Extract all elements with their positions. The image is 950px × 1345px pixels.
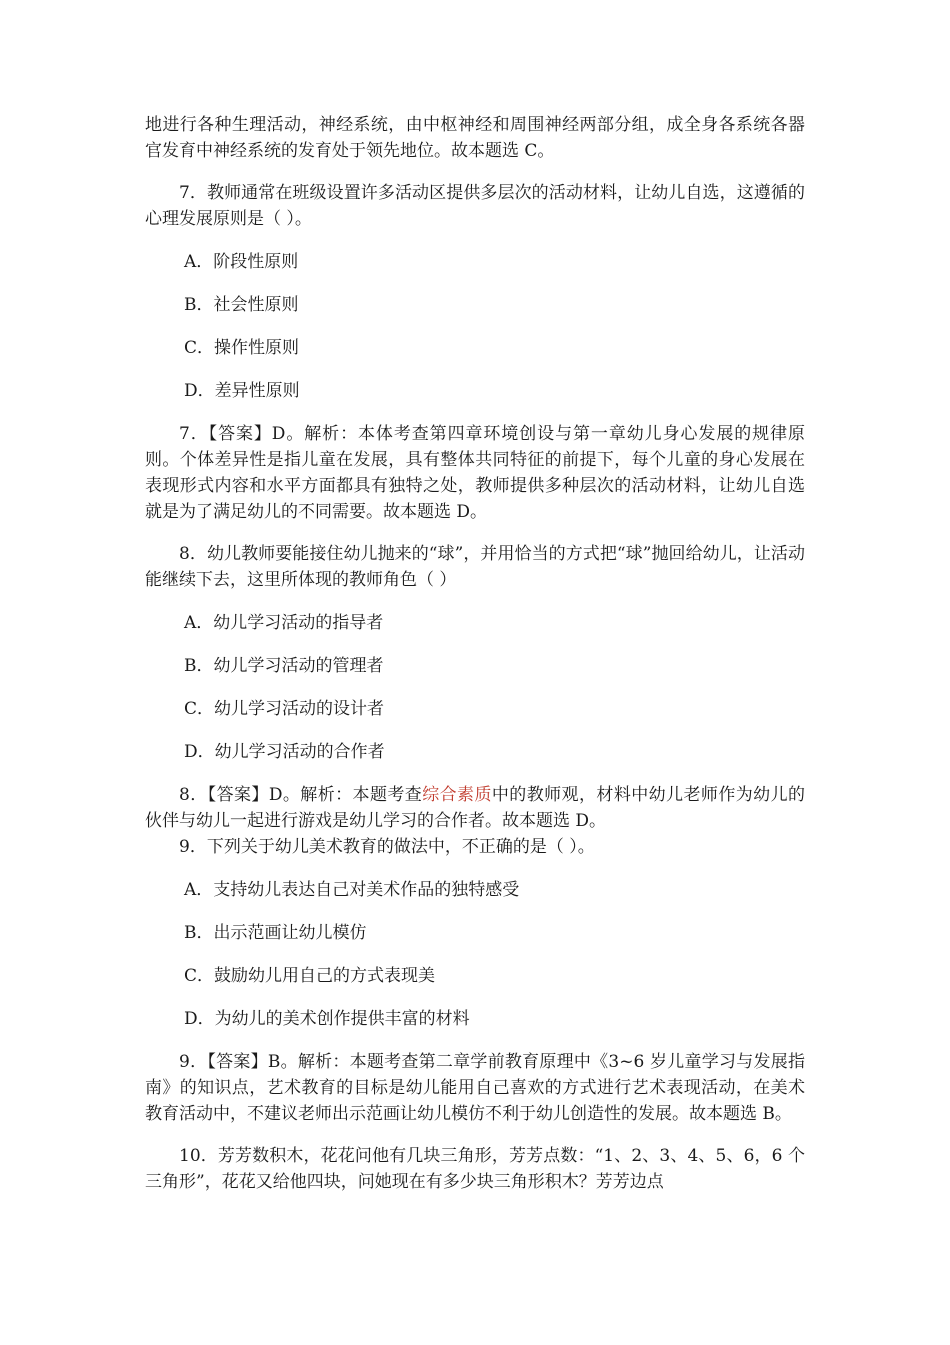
q8-option-d: D．幼儿学习活动的合作者 — [184, 742, 385, 762]
q9-option-b: B．出示范画让幼儿模仿 — [184, 923, 367, 943]
answer-7: 7．【答案】D。解析：本体考查第四章环境创设与第一章幼儿身心发展的规律原则。个体差异性是指儿童在发展，具有整体共同特征的前提下，每个儿童的身心发展在表现形式内容和水平方面都具有独特之处，教师提供多种层次的活动材料，让幼儿自选就是为了满足幼儿的不同需要。故本题选 D。 — [145, 424, 805, 522]
q8-option-b: B．幼儿学习活动的管理者 — [184, 656, 384, 676]
comprehensive-quality-link[interactable]: 综合素质 — [422, 785, 492, 805]
intro-paragraph: 地进行各种生理活动，神经系统，由中枢神经和周围神经两部分组，成全身各系统各器官发育中神经系统的发育处于领先地位。故本题选 C。 — [145, 115, 805, 161]
q7-option-c: C．操作性原则 — [184, 338, 300, 358]
question-10: 10．芳芳数积木，花花问他有几块三角形，芳芳点数：“1、2、3、4、5、6，6 个三角形”，花花又给他四块，问她现在有多少块三角形积木？芳芳边点 — [145, 1146, 805, 1192]
q8-option-a: A．幼儿学习活动的指导者 — [184, 613, 384, 633]
q9-option-d: D．为幼儿的美术创作提供丰富的材料 — [184, 1009, 470, 1029]
q9-option-a: A．支持幼儿表达自己对美术作品的独特感受 — [184, 880, 520, 900]
question-7: 7．教师通常在班级设置许多活动区提供多层次的活动材料，让幼儿自选，这遵循的心理发展原则是（ ）。 — [145, 183, 805, 229]
q9-option-c: C．鼓励幼儿用自己的方式表现美 — [184, 966, 436, 986]
answer-9: 9．【答案】B。解析：本题考查第二章学前教育原理中《3~6 岁儿童学习与发展指南》的知识点，艺术教育的目标是幼儿能用自己喜欢的方式进行艺术表现活动，在美术教育活动中，不建议老师出示范画让幼儿模仿不利于幼儿创造性的发展。故本题选 B。 — [145, 1052, 805, 1124]
q7-option-a: A．阶段性原则 — [184, 252, 299, 272]
answer-8-post: 中的教师观，材料中幼儿老师作为幼儿的伙伴与幼儿一起进行游戏是幼儿学习的合作者。故本题选 D。 — [145, 785, 805, 831]
answer-8-pre: 8．【答案】D。解析：本题考查 — [179, 785, 423, 805]
document-page — [145, 112, 805, 1195]
answer-8 — [145, 782, 805, 834]
question-8: 8．幼儿教师要能接住幼儿抛来的“球”，并用恰当的方式把“球”抛回给幼儿，让活动能继续下去，这里所体现的教师角色（ ） — [145, 544, 805, 590]
q7-option-d: D．差异性原则 — [184, 381, 300, 401]
q8-option-c: C．幼儿学习活动的设计者 — [184, 699, 385, 719]
q7-option-b: B．社会性原则 — [184, 295, 299, 315]
question-9: 9．下列关于幼儿美术教育的做法中，不正确的是（ ）。 — [179, 837, 595, 857]
